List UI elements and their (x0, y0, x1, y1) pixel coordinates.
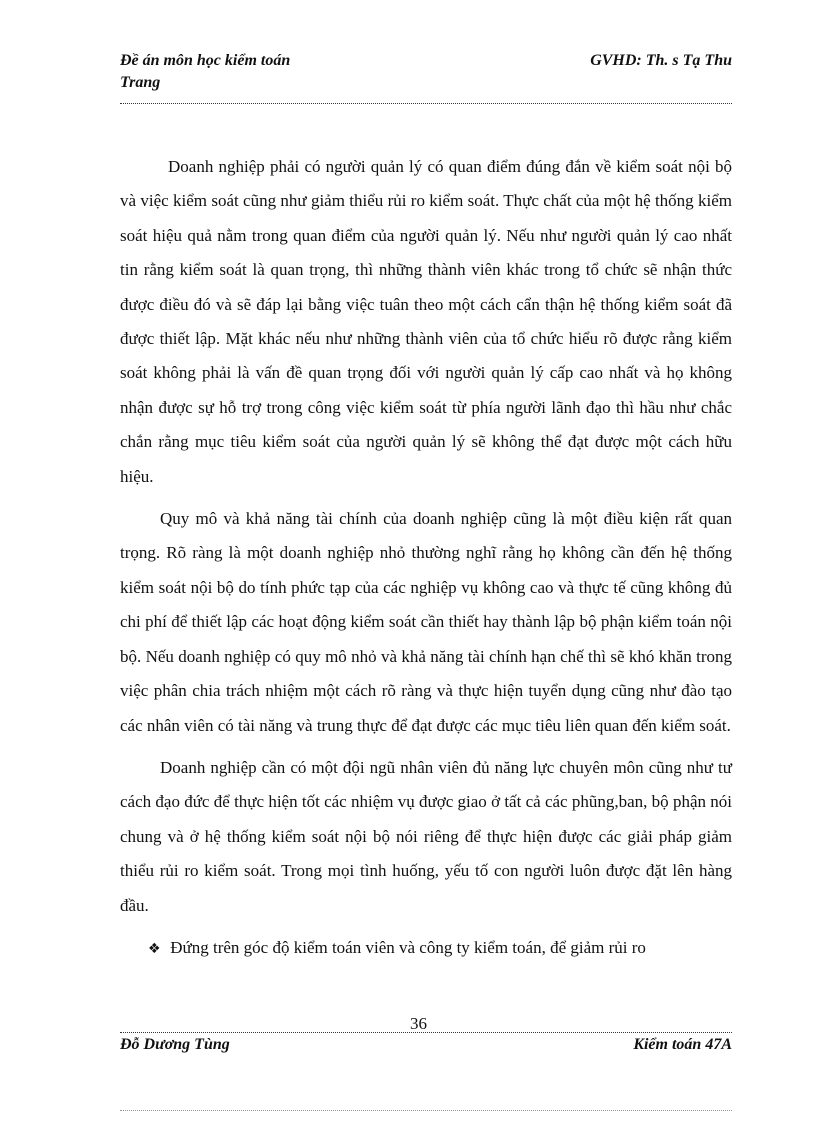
page-body (120, 150, 732, 966)
bullet-item (120, 931, 732, 966)
document-title-continued: Trang (120, 74, 161, 91)
header-divider (120, 103, 732, 104)
author-name: Đỗ Dương Tùng (120, 1036, 230, 1053)
paragraph: Doanh nghiệp phải có người quản lý có quan điểm đúng đắn về kiểm soát nội bộ và việc kiểm soát cũng như giảm thiểu rủi ro kiểm soát. Thực chất của một hệ thống kiểm soát hiệu quả nằm trong quan điểm của người quản lý. Nếu như người quản lý cao nhất tin rằng kiểm soát là quan trọng, thì những thành viên khác trong tổ chức sẽ nhận thức được điều đó và sẽ đáp lại bằng việc tuân theo một cách cẩn thận hệ thống kiểm soát đã được thiết lập. Mặt khác nếu như những thành viên của tổ chức hiểu rõ được rằng kiểm soát không phải là vấn đề quan trọng đối với người quản lý cấp cao nhất và họ không nhận được sự hỗ trợ trong công việc kiểm soát từ phía người lãnh đạo thì hầu như chắc chắn rằng mục tiêu kiểm soát của người quản lý sẽ không thể đạt được một cách hữu hiệu. (120, 157, 732, 486)
document-title: Đề án môn học kiểm toán (120, 52, 291, 69)
class-label: Kiểm toán 47A (633, 1036, 732, 1053)
page-number: 36 (410, 1014, 427, 1033)
bullet-text: Đứng trên góc độ kiểm toán viên và công ty kiểm toán, để giảm rủi ro (170, 937, 646, 957)
diamond-bullet-icon: ❖ (148, 940, 161, 957)
instructor-label: GVHD: Th. s Tạ Thu (590, 52, 732, 69)
paragraph: Doanh nghiệp cần có một đội ngũ nhân viên đủ năng lực chuyên môn cũng như tư cách đạo đức để thực hiện tốt các nhiệm vụ được giao ở tất cả các phũng,ban, bộ phận nói chung và ở hệ thống kiểm soát nội bộ nói riêng để thực hiện được các giải pháp giảm thiểu rủi ro kiểm soát. Trong mọi tình huống, yếu tố con người luôn được đặt lên hàng đầu. (120, 757, 732, 915)
paragraph: Quy mô và khả năng tài chính của doanh nghiệp cũng là một điều kiện rất quan trọng. Rõ ràng là một doanh nghiệp nhỏ thường nghĩ rằng họ không cần đến hệ thống kiểm soát nội bộ do tính phức tạp của các nghiệp vụ không cao và thực tế cũng không đủ chi phí để thiết lập các hoạt động kiểm soát cần thiết hay thành lập bộ phận kiểm toán nội bộ. Nếu doanh nghiệp có quy mô nhỏ và khả năng tài chính hạn chế thì sẽ khó khăn trong việc phân chia trách nhiệm một cách rõ ràng và thực hiện tuyển dụng cũng như đào tạo các nhân viên có tài năng và trung thực để đạt được các mục tiêu liên quan đến kiểm soát. (120, 509, 732, 735)
page-end-divider (120, 1110, 732, 1111)
footer-divider (120, 1032, 732, 1033)
page-header (120, 50, 732, 102)
